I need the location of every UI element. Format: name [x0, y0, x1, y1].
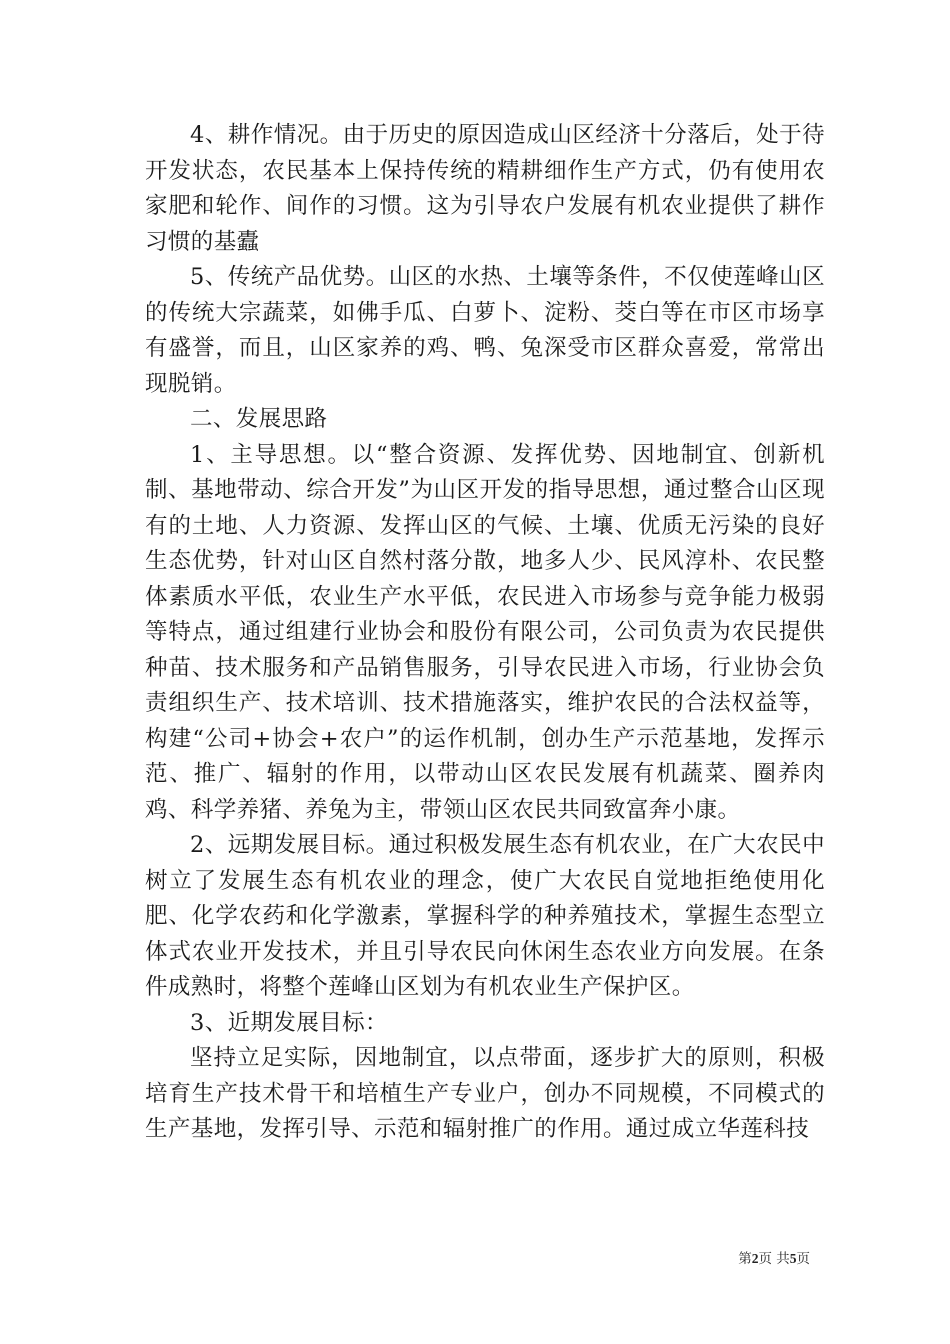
paragraph-farming-conditions: 4、耕作情况。由于历史的原因造成山区经济十分落后，处于待开发状态，农民基本上保持传统的精耕细作生产方式，仍有使用农家肥和轮作、间作的习惯。这为引导农户发展有机农业提供了耕作习惯的基蠹: [145, 122, 825, 255]
paragraph-short-term-goal-heading: 3、近期发展目标：: [190, 1009, 388, 1036]
footer-middle: 页 共: [758, 1251, 790, 1267]
paragraph-traditional-products: 5、传统产品优势。山区的水热、土壤等条件，不仅使莲峰山区的传统大宗蔬菜，如佛手瓜、白萝卜、淀粉、茭白等在市区市场享有盛誉，而且，山区家养的鸡、鸭、兔深受市区群众喜爱，常常出现脱销。: [145, 264, 825, 397]
paragraph-short-term-goal-body: 坚持立足实际，因地制宜，以点带面，逐步扩大的原则，积极培育生产技术骨干和培植生产专业户，创办不同规模，不同模式的生产基地，发挥引导、示范和辐射推广的作用。通过成立华莲科技: [145, 1045, 825, 1142]
footer-total-pages: 5: [789, 1251, 797, 1266]
paragraph-long-term-goal: 2、远期发展目标。通过积极发展生态有机农业，在广大农民中树立了发展生态有机农业的理念，使广大农民自觉地拒绝使用化肥、化学农药和化学激素，掌握科学的种养殖技术，掌握生态型立体式农业开发技术，并且引导农民向休闲生态农业方向发展。在条件成熟时，将整个莲峰山区划为有机农业生产保护区。: [145, 832, 825, 1000]
footer-current-page: 2: [751, 1251, 759, 1266]
section-heading-development-ideas: 二、发展思路: [190, 406, 328, 432]
page-number-footer: [700, 1247, 810, 1267]
footer-suffix: 页: [796, 1251, 810, 1267]
paragraph-guiding-thought: 1、主导思想。以“整合资源、发挥优势、因地制宜、创新机制、基地带动、综合开发”为山区开发的指导思想，通过整合山区现有的土地、人力资源、发挥山区的气候、土壤、优质无污染的良好生态优势，针对山区自然村落分散，地多人少、民风淳朴、农民整体素质水平低，农业生产水平低，农民进入市场参与竞争能力极弱等特点，通过组建行业协会和股份有限公司，公司负责为农民提供种苗、技术服务和产品销售服务，引导农民进入市场，行业协会负责组织生产、技术培训、技术措施落实，维护农民的合法权益等，构建“公司+协会+农户”的运作机制，创办生产示范基地，发挥示范、推广、辐射的作用，以带动山区农民发展有机蔬菜、圈养肉鸡、科学养猪、养兔为主，带领山区农民共同致富奔小康。: [145, 441, 825, 823]
document-body: [145, 118, 825, 1148]
footer-prefix: 第: [738, 1251, 752, 1267]
